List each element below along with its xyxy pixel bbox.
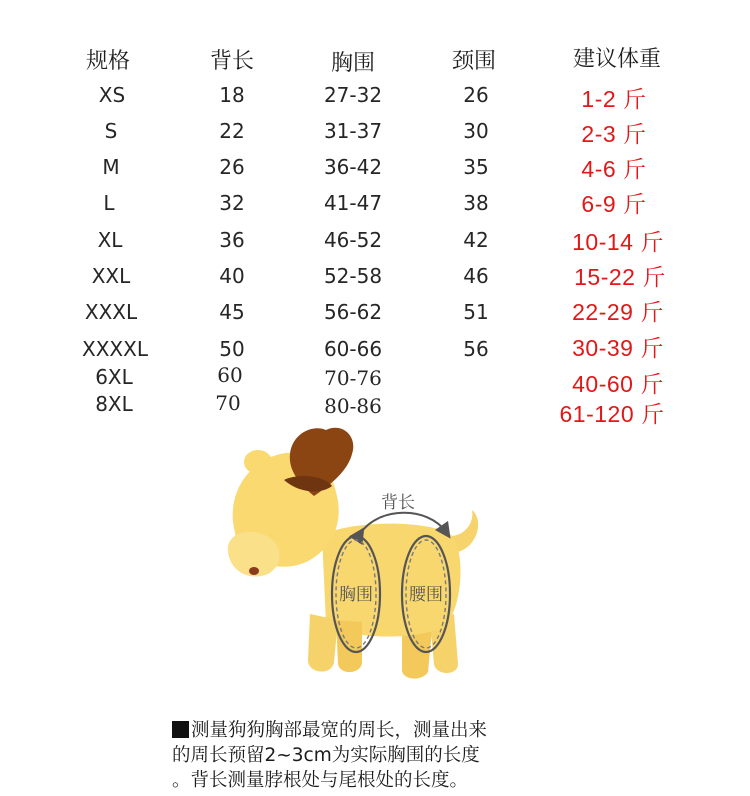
cell-chest: 27-32 bbox=[323, 83, 383, 107]
measurement-note bbox=[172, 718, 622, 793]
dog-ear bbox=[244, 450, 272, 474]
cell-size: XXXXL bbox=[82, 337, 148, 361]
dog-body bbox=[322, 524, 460, 637]
header-chest: 胸围 bbox=[330, 51, 376, 76]
dog-front-leg bbox=[308, 614, 338, 672]
cell-weight: 22-29 斤 bbox=[572, 299, 664, 325]
header-weight: 建议体重 bbox=[572, 47, 662, 72]
header-back-length: 背长 bbox=[209, 49, 255, 74]
cell-weight: 40-60 斤 bbox=[572, 371, 664, 397]
cell-neck: 35 bbox=[463, 155, 489, 179]
cell-size: S bbox=[104, 119, 118, 143]
cell-weight: 4-6 斤 bbox=[581, 156, 647, 182]
cell-neck: 30 bbox=[463, 119, 489, 143]
cell-neck: 38 bbox=[463, 191, 489, 215]
cell-size: L bbox=[103, 191, 115, 215]
cell-size: 6XL bbox=[95, 365, 133, 389]
cell-back: 18 bbox=[219, 83, 245, 107]
cell-chest: 60-66 bbox=[323, 337, 383, 361]
cell-weight: 30-39 斤 bbox=[572, 335, 664, 361]
dog-measurement-diagram bbox=[222, 424, 522, 692]
cell-neck: 46 bbox=[463, 264, 489, 288]
cell-back: 50 bbox=[219, 337, 245, 361]
cell-back: 40 bbox=[219, 264, 245, 288]
cell-weight: 61-120 斤 bbox=[559, 401, 665, 427]
cell-neck: 56 bbox=[463, 337, 489, 361]
note-line-3: 。背长测量脖根处与尾根处的长度。 bbox=[172, 770, 469, 791]
cell-chest: 80-86 bbox=[324, 394, 382, 418]
cell-neck: 51 bbox=[463, 300, 489, 324]
cell-neck: 26 bbox=[463, 83, 489, 107]
note-line-1: 测量狗狗胸部最宽的周长，测量出来 bbox=[172, 718, 622, 743]
cell-chest: 70-76 bbox=[324, 366, 382, 390]
cell-back: 70 bbox=[215, 391, 241, 415]
cell-back: 60 bbox=[217, 363, 243, 387]
cell-size: XXXL bbox=[84, 300, 138, 324]
cell-size: XS bbox=[98, 83, 126, 107]
cell-weight: 1-2 斤 bbox=[581, 86, 647, 112]
cell-weight: 2-3 斤 bbox=[581, 121, 647, 147]
cell-back: 22 bbox=[219, 119, 245, 143]
dog-eye bbox=[249, 567, 259, 575]
waist-label: 腰围 bbox=[409, 585, 443, 605]
cell-size: 8XL bbox=[95, 392, 133, 416]
cell-back: 32 bbox=[219, 191, 245, 215]
cell-chest: 31-37 bbox=[323, 119, 383, 143]
cell-chest: 36-42 bbox=[323, 155, 383, 179]
cell-weight: 10-14 斤 bbox=[572, 229, 664, 255]
cell-weight: 15-22 斤 bbox=[574, 264, 666, 290]
back-length-label: 背长 bbox=[381, 493, 415, 513]
cell-back: 26 bbox=[219, 155, 245, 179]
cell-neck: 42 bbox=[463, 228, 489, 252]
cell-chest: 46-52 bbox=[323, 228, 383, 252]
note-line-2: 的周长预留2~3cm为实际胸围的长度 bbox=[172, 745, 480, 766]
chest-label: 胸围 bbox=[339, 585, 373, 605]
cell-size: M bbox=[102, 155, 120, 179]
header-neck: 颈围 bbox=[451, 49, 497, 74]
cell-chest: 52-58 bbox=[323, 264, 383, 288]
cell-weight: 6-9 斤 bbox=[581, 191, 647, 217]
cell-chest: 56-62 bbox=[323, 300, 383, 324]
cell-size: XXL bbox=[91, 264, 131, 288]
header-size: 规格 bbox=[85, 49, 131, 74]
square-bullet-icon bbox=[172, 721, 189, 738]
cell-back: 36 bbox=[219, 228, 245, 252]
dog-illustration bbox=[222, 424, 522, 692]
dog-front-leg bbox=[336, 620, 362, 672]
cell-back: 45 bbox=[219, 300, 245, 324]
cell-size: XL bbox=[97, 228, 123, 252]
cell-chest: 41-47 bbox=[323, 191, 383, 215]
